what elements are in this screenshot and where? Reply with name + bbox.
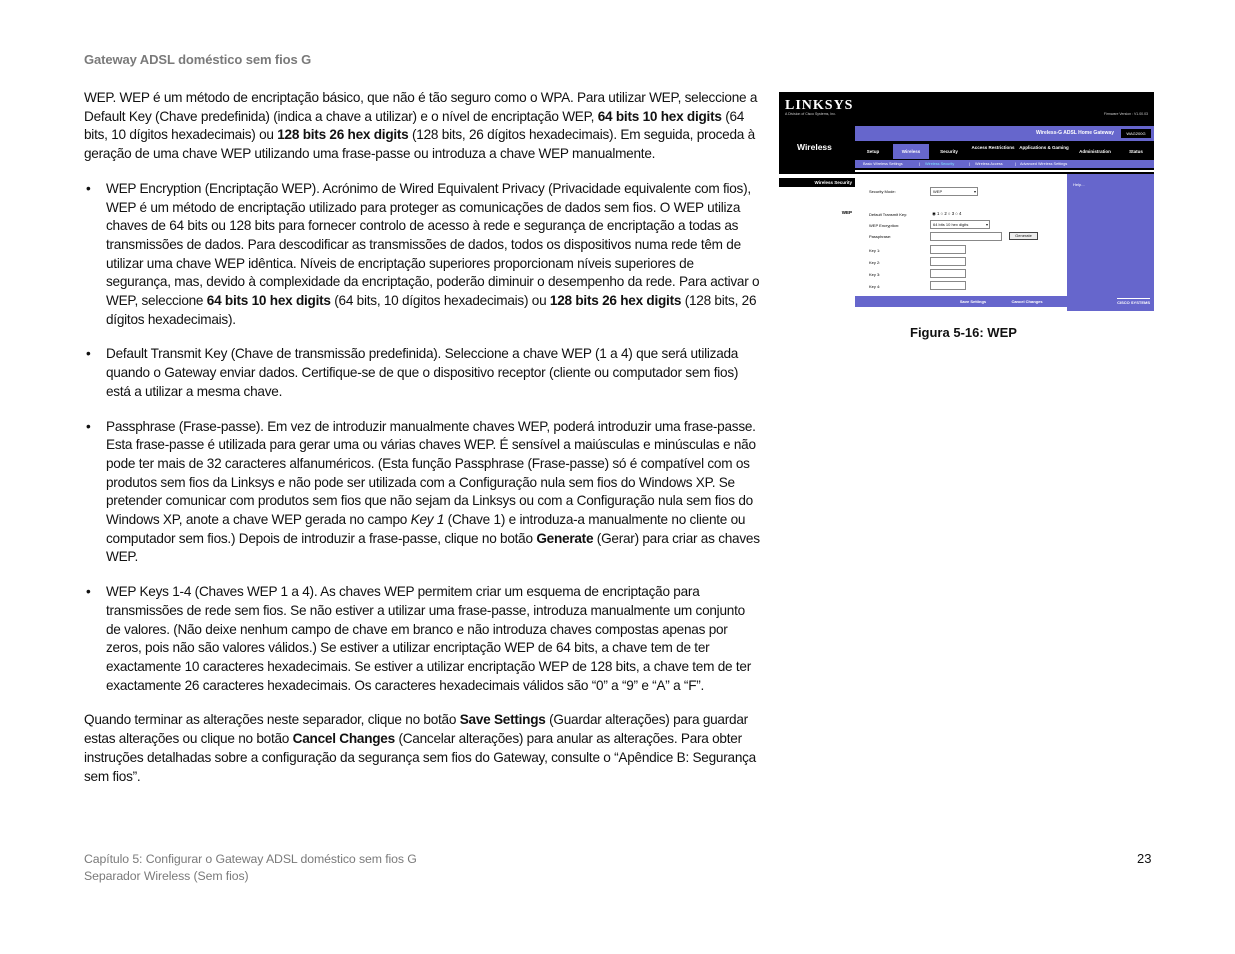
save-settings-button[interactable]: Save Settings: [959, 299, 987, 304]
transmit-key-label: Default Transmit Key:: [869, 212, 908, 217]
bullet-wep-encryption: [84, 180, 760, 330]
bullet-dot: •: [86, 346, 91, 362]
left-wep-label: WEP: [841, 210, 852, 215]
page-number: 23: [1137, 851, 1152, 866]
bullet-text: (Gerar) para criar as chaves WEP.: [106, 530, 760, 565]
key2-label: Key 2:: [869, 260, 881, 265]
closing-bold-save: Save Settings: [459, 712, 546, 728]
wep-encryption-label: WEP Encryption:: [869, 223, 900, 228]
key4-input[interactable]: [930, 281, 966, 290]
tab-status[interactable]: Status: [1129, 149, 1143, 154]
passphrase-label: Passphrase:: [869, 234, 892, 239]
chevron-down-icon: ▾: [985, 222, 988, 227]
bullet-default-transmit-key: [84, 345, 760, 401]
intro-paragraph: [84, 89, 760, 164]
left-panel: [779, 174, 855, 311]
bullet-text: (Chave 1) e introduza-a manualmente no cliente ou computador sem fios.) Depois de introduzir a frase-passe, clique no botão: [106, 512, 746, 546]
footer: [84, 851, 417, 885]
left-title: Wireless Security: [779, 178, 855, 187]
help-link[interactable]: Help...: [1073, 182, 1085, 187]
divider: [855, 170, 1154, 172]
sub-tabs: [855, 160, 1154, 168]
product-bar: [855, 126, 1154, 141]
bullet-passphrase: [84, 418, 760, 568]
closing-text: (Cancelar alterações) para anular as alterações. Para obter instruções detalhadas sobre a configuração da segurança sem fios do Gateway, consulte o “Apêndice B: Segurança sem fios”.: [84, 731, 756, 784]
tab-security[interactable]: Security: [940, 149, 958, 154]
security-mode-select[interactable]: [930, 187, 978, 196]
tab-access-restrictions[interactable]: Access Restrictions: [971, 145, 1015, 150]
closing-text: (Guardar alterações) para guardar estas alterações ou clique no botão: [84, 712, 748, 747]
subtab-security[interactable]: Wireless Security: [925, 162, 955, 166]
subtab-separator: |: [1015, 162, 1016, 166]
subtab-access[interactable]: Wireless Access: [975, 162, 1003, 166]
wep-form: [855, 174, 1067, 311]
intro-bold-64: 64 bits 10 hex digits: [597, 108, 722, 124]
key4-label: Key 4:: [869, 284, 881, 289]
main-tabs: [855, 144, 1154, 159]
key3-input[interactable]: [930, 269, 966, 278]
bullet-text: WEP Keys 1-4 (Chaves WEP 1 a 4). As chaves WEP permitem criar um esquema de encriptação para transmissões de rede sem fios. Se não estiver a utilizar uma frase-passe, introduza manualmente um conjunto de valores. (Não deixe nenhum campo de chave em branco e não introduza chaves compostas apenas por zeros, pois não são valores válidos.) Se estiver a utilizar encriptação WEP de 64 bits, a chave tem de ter exactamente 10 caracteres hexadecimais. Se estiver a utilizar encriptação WEP de 128 bits, a chave tem de ter exactamente 26 caracteres hexadecimais. Os caracteres hexadecimais válidos são “0” a “9” e “A” a “F”.: [106, 584, 751, 693]
bullet-italic: Key 1: [410, 512, 445, 528]
closing-paragraph: [84, 711, 760, 786]
bullet-dot: •: [86, 418, 91, 434]
bullet-wep-keys: [84, 583, 760, 695]
tab-wireless[interactable]: Wireless: [893, 144, 929, 159]
linksys-logo: LINKSYS: [785, 98, 854, 113]
bullet-bold: 128 bits 26 hex digits: [549, 293, 682, 309]
cisco-logo: CISCO SYSTEMS: [1117, 300, 1150, 305]
key1-label: Key 1:: [869, 248, 881, 253]
bullet-dot: •: [86, 584, 91, 600]
intro-bold-128: 128 bits 26 hex digits: [277, 127, 409, 143]
running-header: Gateway ADSL doméstico sem fios G: [84, 52, 312, 67]
bullet-bold: 64 bits 10 hex digits: [206, 293, 331, 309]
cancel-changes-button[interactable]: Cancel Changes: [1011, 299, 1043, 304]
bullet-text: (128 bits, 26 dígitos hexadecimais).: [106, 293, 757, 327]
key2-input[interactable]: [930, 257, 966, 266]
bullet-text: Default Transmit Key (Chave de transmissão predefinida). Seleccione a chave WEP (1 a 4) que será utilizada quando o Gateway enviar dados. Certifique-se de que o dispositivo receptor (cliente ou computador sem fios) está a utilizar a mesma chave.: [106, 346, 739, 399]
key1-input[interactable]: [930, 245, 966, 254]
figure-caption: Figura 5-16: WEP: [910, 325, 1017, 340]
tab-setup[interactable]: Setup: [866, 149, 880, 154]
security-mode-label: Security Mode:: [869, 189, 896, 194]
intro-text-2: (64 bits, 10 dígitos hexadecimais) ou: [84, 108, 745, 143]
subtab-separator: |: [969, 162, 970, 166]
wep-screenshot-figure: [779, 92, 1154, 311]
generate-button[interactable]: Generate: [1009, 232, 1038, 240]
closing-bold-cancel: Cancel Changes: [292, 731, 395, 747]
bullet-text: Passphrase (Frase-passe). Em vez de introduzir manualmente chaves WEP, poderá introduzir uma frase-passe. Esta frase-passe é utilizada para gerar uma ou várias chaves WEP. É sensível a maiúsculas e minúsculas e não pode ter mais de 32 caracteres alfanuméricos. (Esta função Passphrase (Frase-passe) só é compatível com os produtos sem fios da Linksys e não pode ser utilizada com a Configuração nula sem fios do Windows XP. Se pretender comunicar com produtos sem fios que não sejam da Linksys ou com a Configuração nula sem fios do Windows XP, anote a chave WEP gerada no campo: [106, 418, 756, 528]
security-mode-value: WEP: [933, 189, 943, 194]
action-bar: [855, 296, 1067, 307]
section-title: Wireless: [797, 142, 832, 152]
footer-section: Separador Wireless (Sem fios): [84, 869, 249, 883]
wep-encryption-select[interactable]: [930, 220, 990, 229]
passphrase-input[interactable]: [930, 232, 1002, 241]
firmware-version: Firmware Version : V1.00.03: [1103, 112, 1148, 116]
subtab-separator: |: [919, 162, 920, 166]
model-badge: WAG200G: [1121, 129, 1151, 138]
help-panel: [1067, 174, 1154, 311]
intro-text-1: WEP. WEP é um método de encriptação básico, que não é tão seguro como o WPA. Para utilizar WEP, seleccione a Default Key (Chave predefinida) (indica a chave a utilizar) e o nível de encriptação WEP,: [84, 90, 758, 124]
bullet-text: (64 bits, 10 dígitos hexadecimais) ou: [330, 293, 550, 309]
wep-encryption-value: 64 bits 10 hex digits: [933, 222, 969, 227]
transmit-key-radios[interactable]: ◉ 1 ○ 2 ○ 3 ○ 4: [932, 211, 962, 216]
bullet-dot: •: [86, 180, 91, 196]
tab-administration[interactable]: Administration: [1079, 149, 1111, 154]
subtab-advanced[interactable]: Advanced Wireless Settings: [1020, 162, 1068, 166]
logo-subtitle: A Division of Cisco Systems, Inc.: [785, 112, 836, 116]
tab-applications-gaming[interactable]: Applications & Gaming: [1019, 145, 1069, 150]
bullet-bold: Generate: [536, 530, 594, 546]
subtab-basic[interactable]: Basic Wireless Settings: [863, 162, 903, 166]
body-text: [84, 89, 760, 786]
closing-text: Quando terminar as alterações neste separador, clique no botão: [84, 712, 460, 728]
product-name: Wireless-G ADSL Home Gateway: [1035, 130, 1114, 136]
key3-label: Key 3:: [869, 272, 881, 277]
intro-text-3: (128 bits, 26 dígitos hexadecimais). Em seguida, proceda à geração de uma chave WEP utilizando uma frase-passe ou introduza a chave WEP manualmente.: [84, 127, 755, 162]
bullet-text: WEP Encryption (Encriptação WEP). Acrónimo de Wired Equivalent Privacy (Privacidade equivalente com fios), WEP é um método de encriptação utilizado para proteger as comunicações de dados sem fios. O WEP utiliza chaves de 64 bits ou 128 bits para fornecer controlo de acesso à rede e segurança de encriptação a todas as transmissões de dados. Para descodificar as transmissões de dados, todos os dispositivos numa rede têm de utilizar uma chave WEP idêntica. Níveis de encriptação superiores proporcionam níveis superiores de segurança, mas, devido à complexidade da encriptação, poderão diminuir o desempenho da rede. Para activar o WEP, seleccione: [106, 180, 760, 309]
footer-chapter: Capítulo 5: Configurar o Gateway ADSL doméstico sem fios G: [84, 852, 417, 866]
chevron-down-icon: ▾: [973, 189, 976, 194]
